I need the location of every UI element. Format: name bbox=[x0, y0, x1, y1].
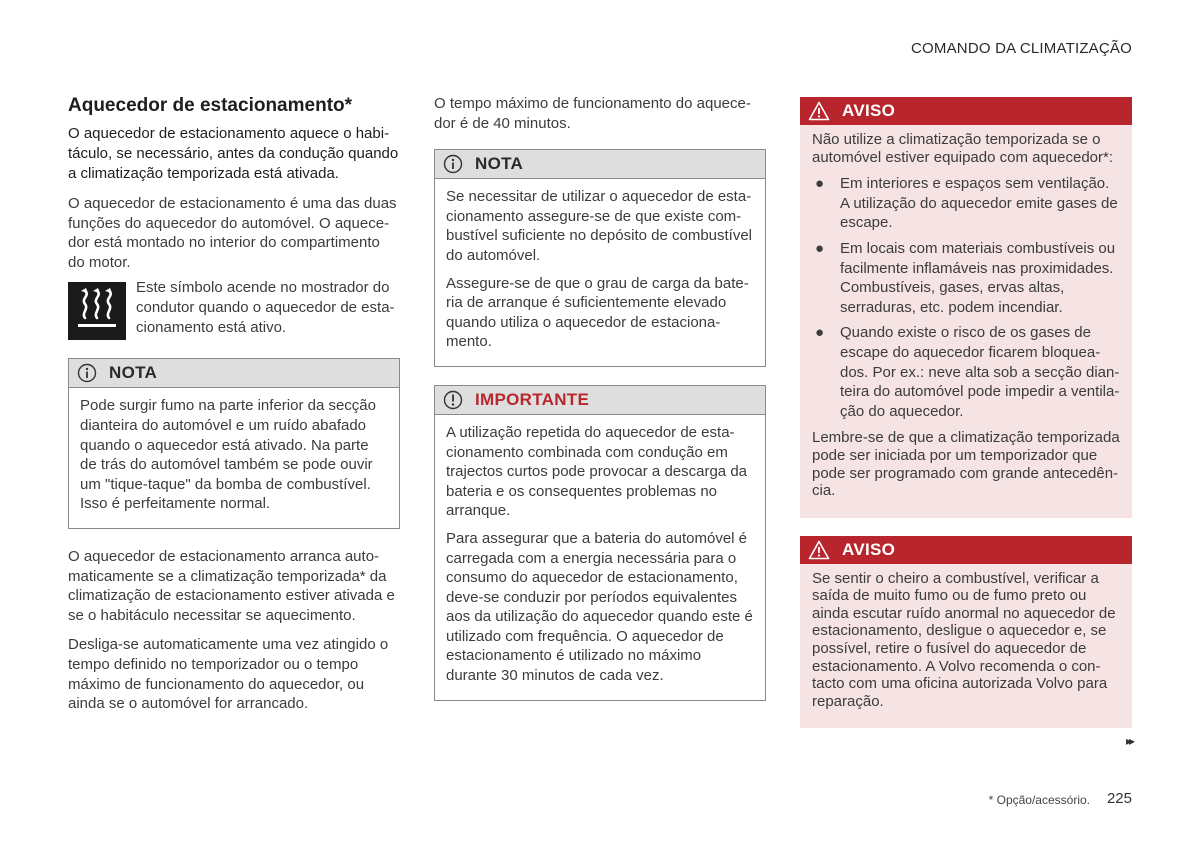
lead-paragraph: O aquecedor de estacionamento aquece o habitáculo, se necessário, antes da condução quando a climatização temporizada está ativada. bbox=[68, 125, 399, 182]
note-text-battery: Assegure-se de que o grau de carga da bateria de arranque é suficientemente elevado quando utiliza o aquecedor de estacionamento. bbox=[446, 274, 749, 351]
section-title: COMANDO DA CLIMATIZAÇÃO bbox=[910, 40, 1132, 57]
bullet-icon: ● bbox=[815, 239, 825, 257]
note-box bbox=[68, 358, 400, 529]
list-item: ● Em locais com materiais combustíveis ou facilmente inflamáveis nas proximidades. Combustíveis, gases, ervas altas, serraduras, etc. podem incendiar. bbox=[815, 239, 1116, 316]
info-icon bbox=[77, 363, 97, 383]
important-header bbox=[435, 386, 765, 415]
note-header bbox=[69, 359, 399, 388]
warning-text: Se sentir o cheiro a combustível, verificar a saída de muito fumo ou de fumo preto ou ainda escutar ruído anormal no aquecedor de estacionamento, desligue o aquecedor e, se possível, retire o fusível do aquecedor de estacionamento. A Volvo recomenda o contacto com uma oficina autorizada Volvo para reparação. bbox=[812, 569, 1116, 710]
warning-label: AVISO bbox=[842, 539, 896, 559]
bullet-icon: ● bbox=[815, 324, 825, 342]
important-label: IMPORTANTE bbox=[475, 389, 590, 409]
note-header bbox=[435, 150, 765, 179]
note-label: NOTA bbox=[109, 363, 158, 383]
important-text-2: Para assegurar que a bateria do automóvel é carregada com a energia necessária para o consumo do aquecedor de estacionamento, deve-se conduzir por períodos equivalentes aos da utilização do aquecedor quando este é utilizado com frequência. O aquecedor de estacionamento é utilizado no máximo durante 30 minutos de cada vez. bbox=[446, 529, 753, 685]
column-middle bbox=[434, 94, 766, 719]
symbol-description: Este símbolo acende no mostrador do condutor quando o aquecedor de estacionamento está ativo. bbox=[136, 279, 395, 336]
bullet-icon: ● bbox=[815, 175, 825, 193]
warning-list bbox=[812, 174, 1120, 421]
page-heading: Aquecedor de estacionamento* bbox=[68, 95, 353, 116]
column-left bbox=[68, 94, 400, 724]
column-right bbox=[800, 97, 1132, 746]
warning-box bbox=[800, 97, 1132, 518]
info-icon bbox=[443, 154, 463, 174]
auto-stop-paragraph: Desliga-se automaticamente uma vez atingido o tempo definido no temporizador ou o tempo máximo de funcionamento do aquecedor, ou ainda se o automóvel for arrancado. bbox=[68, 636, 389, 713]
warning-label: AVISO bbox=[842, 101, 896, 120]
warning-intro: Não utilize a climatização temporizada se o automóvel estiver equipado com aquecedor*: bbox=[812, 131, 1114, 166]
footnote: * Opção/acessório. bbox=[988, 793, 1090, 807]
max-time-paragraph: O tempo máximo de funcionamento do aquecedor é de 40 minutos. bbox=[434, 95, 751, 132]
warning-box bbox=[800, 536, 1132, 729]
symbol-row bbox=[68, 279, 400, 340]
list-item: ● Quando existe o risco de os gases de escape do aquecedor ficarem bloqueados. Por ex.: neve alta sob a secção dianteira do automóvel pode impedir a ventilação do aquecedor. bbox=[815, 324, 1120, 420]
parking-heater-symbol-icon bbox=[68, 282, 126, 340]
warning-outro: Lembre-se de que a climatização temporizada pode ser iniciada por um temporizador que pode ser programado com grande antecedência. bbox=[812, 429, 1120, 500]
note-box bbox=[434, 149, 766, 367]
warning-header bbox=[800, 97, 1132, 125]
important-text-1: A utilização repetida do aquecedor de estacionamento combinada com condução em trajectos curtos pode provocar a descarga da bateria e os consequentes problemas no arranque. bbox=[446, 423, 748, 520]
page-number: 225 bbox=[1106, 790, 1132, 807]
important-box bbox=[434, 385, 766, 701]
warning-triangle-icon bbox=[808, 540, 830, 560]
continue-arrows-icon: ▸▸ bbox=[1125, 734, 1132, 748]
exclamation-circle-icon bbox=[443, 390, 463, 410]
list-item: ● Em interiores e espaços sem ventilação. A utilização do aquecedor emite gases de escape. bbox=[815, 175, 1118, 232]
warning-triangle-icon bbox=[808, 101, 830, 121]
intro-paragraph: O aquecedor de estacionamento é uma das duas funções do aquecedor do automóvel. O aquecedor está montado no interior do compartimento do motor. bbox=[68, 195, 397, 271]
note-label: NOTA bbox=[475, 154, 524, 174]
auto-start-paragraph: O aquecedor de estacionamento arranca automaticamente se a climatização temporizada* da climatização de estacionamento estiver ativada e se o habitáculo necessitar se aquecimento. bbox=[68, 547, 395, 624]
note-text: Pode surgir fumo na parte inferior da secção dianteira do automóvel e um ruído abafado quando o aquecedor está ativado. Na parte de trás do automóvel também se pode ouvir um "tique-taque" da bomba de combustível. Isso é perfeitamente normal. bbox=[80, 397, 376, 513]
note-text-fuel: Se necessitar de utilizar o aquecedor de estacionamento assegure-se de que existe combustível suficiente no depósito de combustível do automóvel. bbox=[446, 188, 753, 264]
warning-header bbox=[800, 536, 1132, 564]
